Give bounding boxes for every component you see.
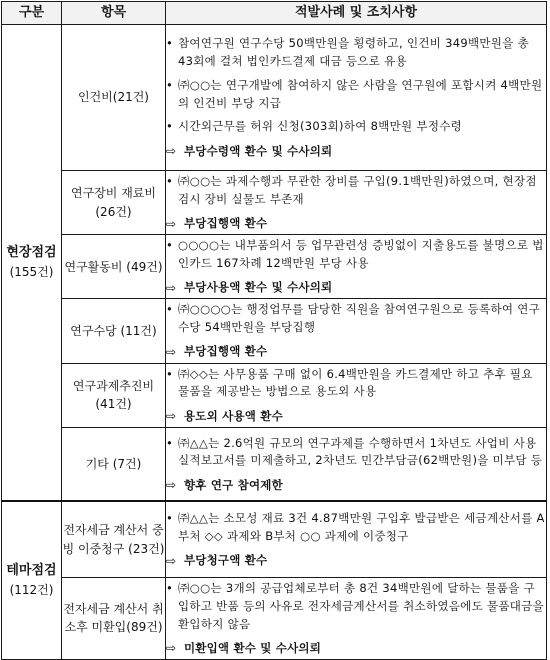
case-bullet bbox=[166, 35, 546, 71]
arrow-icon: ⇨ bbox=[166, 409, 177, 424]
action-text: 미환입액 환수 및 수사의뢰 bbox=[184, 640, 322, 655]
bullet-icon: • bbox=[166, 77, 174, 92]
case-bullet bbox=[166, 301, 546, 337]
table-row bbox=[2, 299, 547, 363]
arrow-icon: ⇨ bbox=[166, 641, 177, 656]
action-line bbox=[166, 142, 546, 161]
item-label: 연구과제추진비 (41건) bbox=[62, 363, 166, 427]
case-bullet bbox=[166, 118, 546, 136]
section-count: (112건) bbox=[9, 583, 54, 598]
findings-table bbox=[1, 1, 547, 660]
case-cell bbox=[166, 25, 547, 171]
action-text: 용도외 사용액 환수 bbox=[184, 408, 283, 423]
item-label: 전자세금 계산서 중빙 이중청구 (23건) bbox=[62, 501, 166, 577]
table-row bbox=[2, 235, 547, 299]
case-text: 참여연구원 연구수당 50백만원을 횡령하고, 인건비 349백만원을 총 43회에 걸쳐 법인카드결제 대금 등으로 유용 bbox=[178, 36, 529, 68]
table-row bbox=[2, 501, 547, 577]
arrow-icon: ⇨ bbox=[166, 478, 177, 493]
action-line bbox=[166, 407, 546, 426]
arrow-icon: ⇨ bbox=[166, 345, 177, 360]
table-row bbox=[2, 25, 547, 171]
action-line bbox=[166, 639, 546, 658]
item-label: 전자세금 계산서 취소후 미환입(89건) bbox=[62, 577, 166, 659]
case-text: 시간외근무를 허위 신청(303회)하여 8백만원 부정수령 bbox=[178, 119, 463, 134]
case-cell bbox=[166, 299, 547, 363]
table-row bbox=[2, 427, 547, 501]
case-text: ㈜○○○○는 행정업무를 담당한 직원을 참여연구원으로 등록하여 연구수당 54백만원을 부당집행 bbox=[178, 302, 541, 335]
arrow-icon: ⇨ bbox=[166, 280, 177, 295]
case-text: ㈜△△는 2.6억원 규모의 연구과제를 수행하면서 1차년도 사업비 사용실적보고서를 미제출하고, 2차년도 민간부담금(62백만원)을 미부담 등 bbox=[178, 435, 543, 468]
case-text: ㈜○○는 연구개발에 참여하지 않은 사람을 연구원에 포함시켜 4백만원의 인건비 부당 지급 bbox=[178, 77, 543, 110]
table-row bbox=[2, 577, 547, 659]
header-division: 구분 bbox=[2, 2, 62, 25]
bullet-icon: • bbox=[166, 302, 174, 317]
bullet-icon: • bbox=[166, 238, 174, 253]
bullet-icon: • bbox=[166, 174, 174, 188]
case-cell bbox=[166, 235, 547, 299]
case-text: ○○○○는 내부품의서 등 업무관련성 증빙없이 지출용도를 불명으로 법인카드 167차례 12백만원 부당 사용 bbox=[178, 238, 544, 271]
case-bullet bbox=[166, 435, 546, 471]
section-name: 테마점검 bbox=[6, 562, 57, 578]
table-row bbox=[2, 363, 547, 427]
case-text: ㈜○○는 3개의 공급업체로부터 총 8건 34백만원에 달하는 물품을 구입하고 반품 등의 사유로 전자세금계산서를 취소하였음에도 물품대금을 환입하지 않음 bbox=[178, 580, 544, 631]
case-text: ㈜◇◇는 사무용품 구매 없이 6.4백만원을 카드결제만 하고 추후 필요 물품을 제공받는 방법으로 용도외 사용 bbox=[178, 366, 533, 399]
bullet-icon: • bbox=[166, 435, 174, 450]
item-label: 연구수당 (11건) bbox=[62, 299, 166, 363]
bullet-icon: • bbox=[166, 511, 174, 526]
item-label: 연구장비 재료비(26건) bbox=[62, 171, 166, 235]
case-cell bbox=[166, 501, 547, 577]
case-bullet bbox=[166, 580, 546, 633]
case-bullet bbox=[166, 366, 546, 402]
action-text: 부당집행액 환수 bbox=[184, 216, 268, 231]
action-text: 부당집행액 환수 bbox=[184, 344, 268, 359]
bullet-icon: • bbox=[166, 119, 174, 134]
action-text: 부당사용액 환수 및 수사의뢰 bbox=[184, 280, 333, 295]
case-bullet bbox=[166, 173, 546, 209]
action-line bbox=[166, 552, 546, 571]
action-text: 향후 연구 참여제한 bbox=[184, 477, 283, 492]
table-row bbox=[2, 171, 547, 235]
arrow-icon: ⇨ bbox=[166, 144, 177, 159]
case-cell bbox=[166, 577, 547, 659]
action-line bbox=[166, 215, 546, 234]
action-text: 부당수령액 환수 및 수사의뢰 bbox=[184, 143, 333, 158]
case-cell bbox=[166, 427, 547, 501]
case-bullet bbox=[166, 237, 546, 273]
action-line bbox=[166, 476, 546, 495]
arrow-icon: ⇨ bbox=[166, 216, 177, 231]
header-cases: 적발사례 및 조치사항 bbox=[166, 2, 547, 25]
audit-findings-page bbox=[1, 1, 549, 656]
table-header-row bbox=[2, 2, 547, 25]
case-cell bbox=[166, 363, 547, 427]
case-text: ㈜△△는 소모성 재료 3건 4.87백만원 구입후 발급받은 세금계산서를 A부처 ◇◇ 과제와 B부처 ○○ 과제에 이중청구 bbox=[178, 511, 545, 543]
case-bullet bbox=[166, 77, 546, 113]
bullet-icon: • bbox=[166, 366, 174, 381]
bullet-icon: • bbox=[166, 580, 174, 595]
item-label: 기타 (7건) bbox=[62, 427, 166, 501]
action-line bbox=[166, 343, 546, 362]
case-text: ㈜○○는 과제수행과 무관한 장비를 구입(9.1백만원)하였으며, 현장점검시 장비 실물도 부존재 bbox=[178, 174, 537, 206]
section-onsite bbox=[2, 25, 62, 502]
arrow-icon: ⇨ bbox=[166, 553, 177, 568]
section-theme bbox=[2, 501, 62, 659]
item-label: 연구활동비 (49건) bbox=[62, 235, 166, 299]
section-name: 현장점검 bbox=[6, 244, 57, 260]
header-item: 항목 bbox=[62, 2, 166, 25]
case-cell bbox=[166, 171, 547, 235]
item-label: 인건비(21건) bbox=[62, 25, 166, 171]
action-line bbox=[166, 279, 546, 298]
bullet-icon: • bbox=[166, 36, 174, 51]
case-bullet bbox=[166, 510, 546, 546]
action-text: 부당청구액 환수 bbox=[184, 553, 268, 568]
section-count: (155건) bbox=[9, 265, 54, 280]
